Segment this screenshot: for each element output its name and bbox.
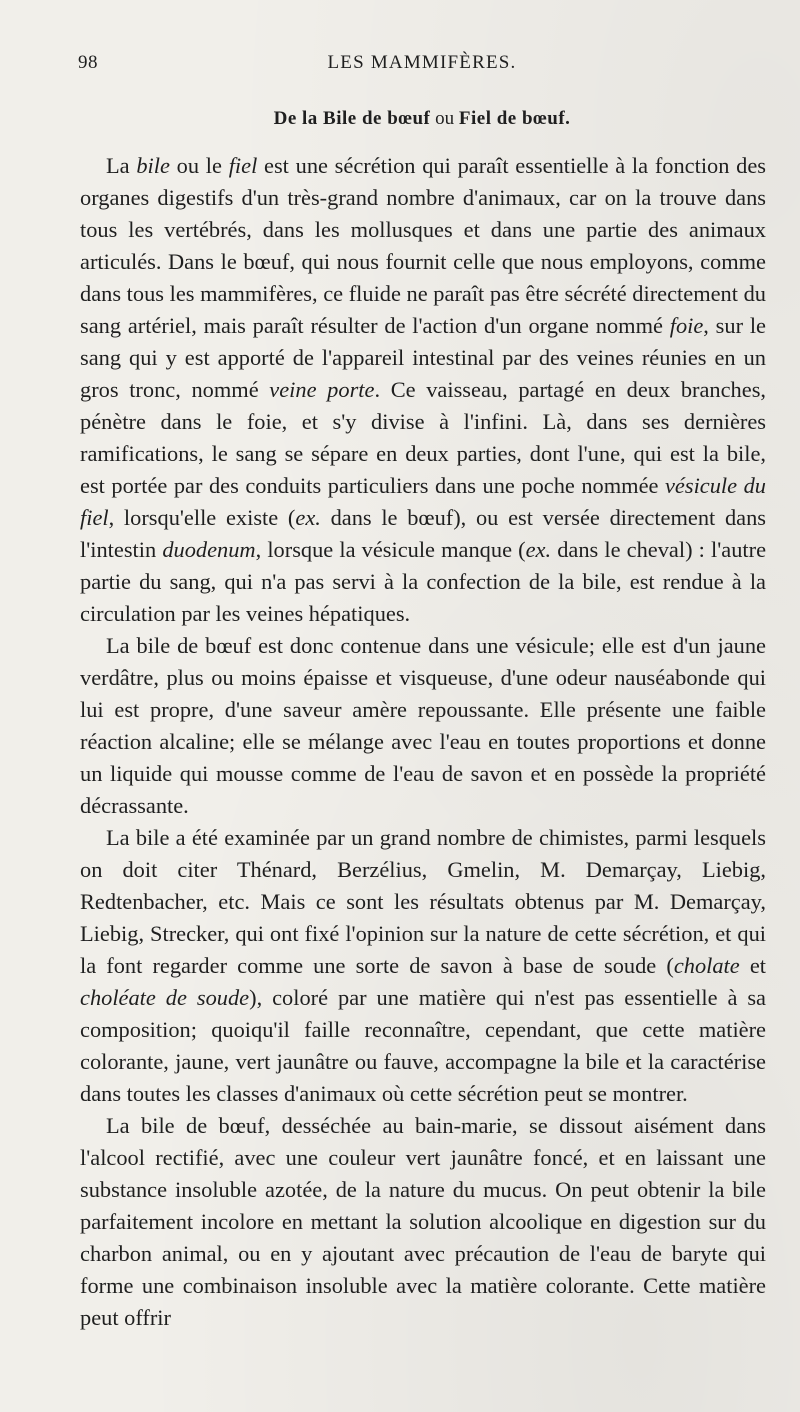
running-title: LES MAMMIFÈRES. <box>327 52 517 73</box>
italic-term: ex. <box>525 537 552 562</box>
paragraph-1 <box>80 150 766 630</box>
text-run: La bile de bœuf, desséchée au bain-marie, se dissout aisément dans l'alcool rectifié, avec une couleur vert jaunâtre foncé, et en laissant une substance insoluble azotée, de la nature du mucus. On peut obtenir la bile parfaitement incolore en mettant la solution alcoolique en digestion sur du charbon animal, ou en y ajoutant avec précaution de l'eau de baryte qui forme une combinaison insoluble avec la matière colorante. Cette matière peut offrir <box>80 1113 766 1330</box>
italic-term: choléate de soude <box>80 985 250 1010</box>
text-run: , lorsqu'elle existe ( <box>108 505 296 530</box>
paragraph-4 <box>80 1110 766 1334</box>
text-run: La <box>106 153 137 178</box>
page-number: 98 <box>78 52 98 73</box>
heading-part2: Fiel de bœuf. <box>458 108 571 129</box>
italic-term: foie <box>669 313 704 338</box>
section-heading <box>78 108 766 130</box>
italic-term: bile <box>136 153 170 178</box>
text-run: dans le bœuf), ou est versée directement dans l'intestin <box>80 505 767 562</box>
italic-term: cholate <box>673 953 740 978</box>
text-run: , sur le sang qui y est apporté de l'appareil intestinal par des veines réunies en un gros tronc, nommé <box>80 313 766 402</box>
text-run: ), coloré par une matière qui n'est pas essentielle à sa composition; quoiqu'il faille reconnaître, cependant, que cette matière colorante, jaune, vert jaunâtre ou fauve, accompagne la bile et la caractérise dans toutes les classes d'animaux où cette sécrétion peut se montrer. <box>80 985 766 1106</box>
italic-term: ex. <box>295 505 321 530</box>
italic-term: veine porte <box>269 377 375 402</box>
heading-part1: De la Bile de bœuf <box>273 108 431 129</box>
text-run: est une sécrétion qui paraît essentielle à la fonction des organes digestifs d'un très-grand nombre d'animaux, car on la trouve dans tous les vertébrés, dans les mollusques et dans une partie des animaux articulés. Dans le bœuf, qui nous fournit celle que nous employons, comme dans tous les mammifères, ce fluide ne paraît pas être sécrété directement du sang artériel, mais paraît résulter de l'action d'un organe nommé <box>80 153 767 338</box>
italic-term: fiel <box>228 153 258 178</box>
paragraph-2 <box>80 630 766 822</box>
text-run: La bile de bœuf est donc contenue dans une vésicule; elle est d'un jaune verdâtre, plus ou moins épaisse et visqueuse, d'une odeur nauséabonde qui lui est propre, d'une saveur amère repoussante. Elle présente une faible réaction alcaline; elle se mélange avec l'eau en toutes proportions et donne un liquide qui mousse comme de l'eau de savon et en possède la propriété décrassante. <box>80 633 766 818</box>
italic-term: duodenum <box>162 537 256 562</box>
text-run: et <box>739 953 766 978</box>
text-run: ou le <box>169 153 229 178</box>
text-run: , lorsque la vésicule manque ( <box>255 537 526 562</box>
body-text <box>80 150 766 1334</box>
italic-term: vésicule du fiel <box>80 473 766 530</box>
heading-conjunction: ou <box>430 108 459 129</box>
text-run: dans le cheval) : l'autre partie du sang, qui n'a pas servi à la confection de la bile, est rendue à la circulation par les veines hépatiques. <box>80 537 767 626</box>
paragraph-3 <box>80 822 766 1110</box>
text-run: La bile a été examinée par un grand nombre de chimistes, parmi lesquels on doit citer Thénard, Berzélius, Gmelin, M. Demarçay, Liebig, Redtenbacher, etc. Mais ce sont les résultats obtenus par M. Demarçay, Liebig, Strecker, qui ont fixé l'opinion sur la nature de cette sécrétion, et qui la font regarder comme une sorte de savon à base de soude ( <box>80 825 766 978</box>
text-run: . Ce vaisseau, partagé en deux branches, pénètre dans le foie, et s'y divise à l'infini. Là, dans ses dernières ramifications, le sang se sépare en deux parties, dont l'une, qui est la bile, est portée par des conduits particuliers dans une poche nommée <box>80 377 767 498</box>
running-head <box>78 52 766 82</box>
